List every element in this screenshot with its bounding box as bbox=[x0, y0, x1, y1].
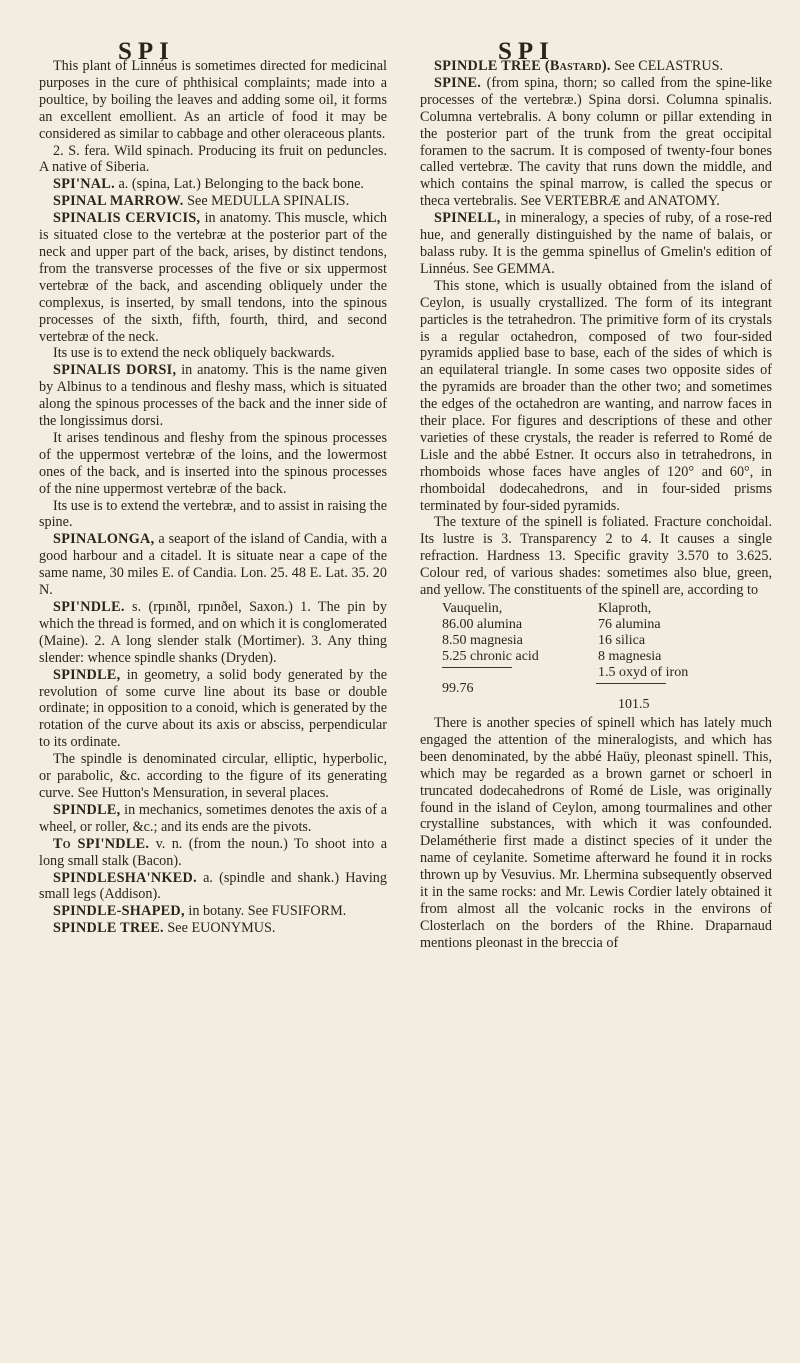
entry-text: The spindle is denominated circular, elliptic, hyperbolic, or parabolic, &c. according to the figure of its generating curve. See Hutton's Mensuration, in several places. bbox=[39, 751, 387, 801]
dictionary-entry bbox=[39, 193, 387, 210]
entry-headword: SPINDLE TREE. bbox=[53, 920, 164, 937]
running-head-left: SPI bbox=[118, 38, 175, 65]
dictionary-entry bbox=[420, 210, 772, 278]
entry-headword: SPINELL, bbox=[434, 210, 501, 227]
entry-text: (from spina, thorn; so called from the spine-like processes of the vertebræ.) Spina dorsi. Columna spinalis. Columna vertebralis. A bony column or pillar extending in the posterior part of the trunk from the great occipital foramen to the sacrum. It is composed of twenty-four bones called vertebræ. The cavity that runs down the middle, and which contains the spinal marrow, is called the specus or theca vertebralis. See VERTEBRÆ and ANATOMY. bbox=[420, 74, 773, 210]
entry-text: Its use is to extend the vertebræ, and to assist in raising the spine. bbox=[39, 497, 387, 531]
entry-text: There is another species of spinell which has lately much engaged the attention of the mineralogists, and which has been denominated, by the abbé Haüy, pleonast spinell. This, which may be regarded as a brown garnet or schoerl in truncated dodecahedrons of Romé de Lisle, was originally found in the island of Ceylon, among tourmalines and other crystalline substances, with which it was confounded. Delamétherie first made a distinct species of it under the name of ceylanite. Sometime afterward he found it in rocks thrown up by Vesuvius. Mr. Lhermina subsequently observed it in the same rocks: and Mr. Lewis Cordier lately obtained it from almost all the volcanic rocks in the environs of Closterlach on the borders of the Rhine. Draparnaud mentions pleonast in the breccia of bbox=[420, 715, 772, 951]
entry-headword: SPINDLE TREE (Bastard). bbox=[434, 58, 611, 74]
right-column-entries bbox=[420, 58, 772, 599]
analysis-cell: 86.00 alumina bbox=[442, 617, 523, 632]
entry-paragraph bbox=[39, 143, 387, 177]
entry-paragraph bbox=[39, 58, 387, 143]
entry-text: This stone, which is usually obtained from the island of Ceylon, is usually crystallized. The form of its integrant particles is the tetrahedron. The primitive form of its crystals is a regular octahedron, composed of two four-sided pyramids applied base to base, each of the sides of which is an equilateral triangle. In some cases two opposite sides of the pyramids are broader than the other two; and sometimes the edges of the octahedron are wanting, and narrow faces in their place. For figures and descriptions of these and other varieties of these crystals, the reader is referred to Romé de Lisle and the abbé Estner. It occurs also in tetrahedrons, in rhomboids whose faces have angles of 120° and 60°, in rhomboidal dodecahedrons, and in four-sided prisms terminated by four-sided pyramids. bbox=[420, 277, 772, 514]
entry-paragraph bbox=[39, 430, 387, 498]
entry-text: See CELASTRUS. bbox=[614, 58, 724, 74]
analysis-authorities-row bbox=[420, 601, 772, 617]
entry-headword: SPINAL MARROW. bbox=[53, 193, 184, 210]
dictionary-entry bbox=[39, 802, 387, 836]
entry-text: a seaport of the island of Candia, with a good harbour and a citadel. It is situate near a cape of the same name, 30 miles E. of Candia. Lon. 25. 48 E. Lat. 35. 20 N. bbox=[39, 531, 387, 599]
entry-headword: SPINDLE, bbox=[53, 666, 121, 683]
entry-text: The texture of the spinell is foliated. Fracture conchoidal. Its lustre is 3. Transparency 2 to 4. It causes a single refraction. Hardness 13. Specific gravity 3.570 to 3.625. Colour red, of various shades: sometimes also blue, green, and yellow. The constituents of the spinell are, according to bbox=[420, 514, 772, 599]
entry-text: in geometry, a solid body generated by the revolution of some curve line about its base or double ordinate; in opposition to a conoid, which is generated by the rotation of the curve about its axis or absciss, perpendicular to its ordinate. bbox=[39, 666, 387, 751]
entry-headword: SPI'NDLE. bbox=[53, 599, 125, 615]
analysis-cell: 8.50 magnesia bbox=[442, 633, 523, 648]
entry-paragraph bbox=[420, 715, 772, 952]
entry-text: v. n. (from the noun.) To shoot into a long small stalk (Bacon). bbox=[39, 835, 387, 869]
dictionary-entry bbox=[420, 58, 772, 75]
analysis-cell: 76 alumina bbox=[598, 617, 661, 632]
dictionary-entry bbox=[39, 920, 387, 937]
entry-headword: SPI'NAL. bbox=[53, 176, 115, 193]
analysis-total-left: 99.76 bbox=[442, 681, 474, 696]
entry-paragraph bbox=[39, 751, 387, 802]
entry-text: in anatomy. This is the name given by Albinus to a tendinous and fleshy mass, which is situated along the spinous processes of the back and the inner side of the longissimus dorsi. bbox=[39, 362, 387, 430]
analysis-cell: 5.25 chronic acid bbox=[442, 649, 539, 664]
entry-text: s. (rpınðl, rpınðel, Saxon.) 1. The pin by which the thread is formed, and on which it is conglomerated (Maine). 2. A long slender stalk (Mortimer). 3. Any thing slender: whence spindle shanks (Dryden). bbox=[39, 599, 387, 666]
entry-text: a. (spindle and shank.) Having small legs (Addison). bbox=[39, 869, 387, 903]
analysis-cell: 16 silica bbox=[598, 633, 646, 648]
analysis-cell: 8 magnesia bbox=[598, 649, 662, 664]
entry-text: in anatomy. This muscle, which is situated close to the vertebræ at the posterior part of the neck and upper part of the back, arises, by distinct tendons, from the transverse processes of the five or six uppermost vertebræ of the back, and ascending obliquely under the complexus, is inserted, by small tendons, into the spinous processes of the sixth, fifth, fourth, third, and second vertebræ of the neck. bbox=[39, 210, 387, 345]
dictionary-entry bbox=[39, 836, 387, 870]
entry-text: in botany. See FUSIFORM. bbox=[188, 903, 347, 920]
entry-text: in mineralogy, a species of ruby, of a rose-red hue, and generally distinguished by the name of balais, or balass ruby. It is the gemma spinellus of Gmelin's edition of Linnéus. See GEMMA. bbox=[420, 210, 772, 277]
entry-paragraph bbox=[420, 514, 772, 599]
spinell-analysis-table bbox=[420, 601, 772, 713]
entry-text: This plant of Linnéus is sometimes directed for medicinal purposes in the cure of phthisical complaints; made into a poultice, by boiling the leaves and adding some oil, it forms an excellent emollient. As an article of food it may be considered as similar to cabbage and other oleraceous plants. bbox=[39, 58, 387, 142]
dictionary-entry bbox=[39, 870, 387, 904]
right-column bbox=[420, 58, 772, 952]
entry-headword: SPINDLE-SHAPED, bbox=[53, 903, 185, 920]
analysis-cell: 1.5 oxyd of iron bbox=[598, 665, 689, 680]
entry-text: See EUONYMUS. bbox=[167, 920, 276, 937]
right-column-entries-continued bbox=[420, 715, 772, 952]
analysis-totals-row bbox=[420, 681, 772, 697]
dictionary-entry bbox=[39, 176, 387, 193]
entry-text: It arises tendinous and fleshy from the spinous processes of the uppermost vertebræ of the loins, and the lowermost ones of the back, and is inserted into the spinous processes of the nine uppermost vertebræ of the back. bbox=[39, 429, 387, 497]
analysis-row bbox=[420, 617, 772, 633]
entry-text: Its use is to extend the neck obliquely backwards. bbox=[53, 345, 335, 362]
dictionary-entry bbox=[39, 531, 387, 599]
entry-paragraph bbox=[39, 498, 387, 532]
entry-paragraph bbox=[39, 345, 387, 362]
entry-text: 2. S. fera. Wild spinach. Producing its fruit on peduncles. A native of Siberia. bbox=[39, 142, 387, 176]
entry-headword: SPINALONGA, bbox=[53, 531, 155, 548]
left-column bbox=[39, 58, 387, 937]
dictionary-entry bbox=[39, 210, 387, 345]
running-head-right: SPI bbox=[498, 38, 555, 65]
entry-headword: SPINALIS DORSI, bbox=[53, 362, 177, 379]
entry-headword: SPINE. bbox=[434, 74, 482, 91]
analysis-rule-right bbox=[596, 681, 772, 697]
authority-klaproth: Klaproth, bbox=[598, 601, 652, 616]
entry-headword: SPINDLESHA'NKED. bbox=[53, 869, 197, 886]
dictionary-entry bbox=[420, 75, 772, 210]
analysis-row bbox=[420, 649, 772, 665]
entry-text: See MEDULLA SPINALIS. bbox=[187, 193, 350, 210]
analysis-row bbox=[420, 665, 772, 681]
entry-paragraph bbox=[420, 278, 772, 515]
entry-text: in mechanics, sometimes denotes the axis of a wheel, or roller, &c.; and its ends are the pivots. bbox=[39, 801, 387, 835]
analysis-total-right: 101.5 bbox=[618, 697, 650, 712]
entry-headword: SPINALIS CERVICIS, bbox=[53, 210, 201, 227]
analysis-totals-row bbox=[420, 697, 772, 713]
analysis-rule-left bbox=[420, 665, 596, 681]
entry-headword: SPINDLE, bbox=[53, 801, 121, 818]
dictionary-entry bbox=[39, 362, 387, 430]
dictionary-entry bbox=[39, 903, 387, 920]
analysis-row bbox=[420, 633, 772, 649]
dictionary-entry bbox=[39, 667, 387, 752]
authority-vauquelin: Vauquelin, bbox=[442, 601, 503, 616]
entry-text: a. (spina, Lat.) Belonging to the back bone. bbox=[118, 176, 364, 193]
dictionary-entry bbox=[39, 599, 387, 667]
entry-headword: To SPI'NDLE. bbox=[53, 835, 150, 852]
